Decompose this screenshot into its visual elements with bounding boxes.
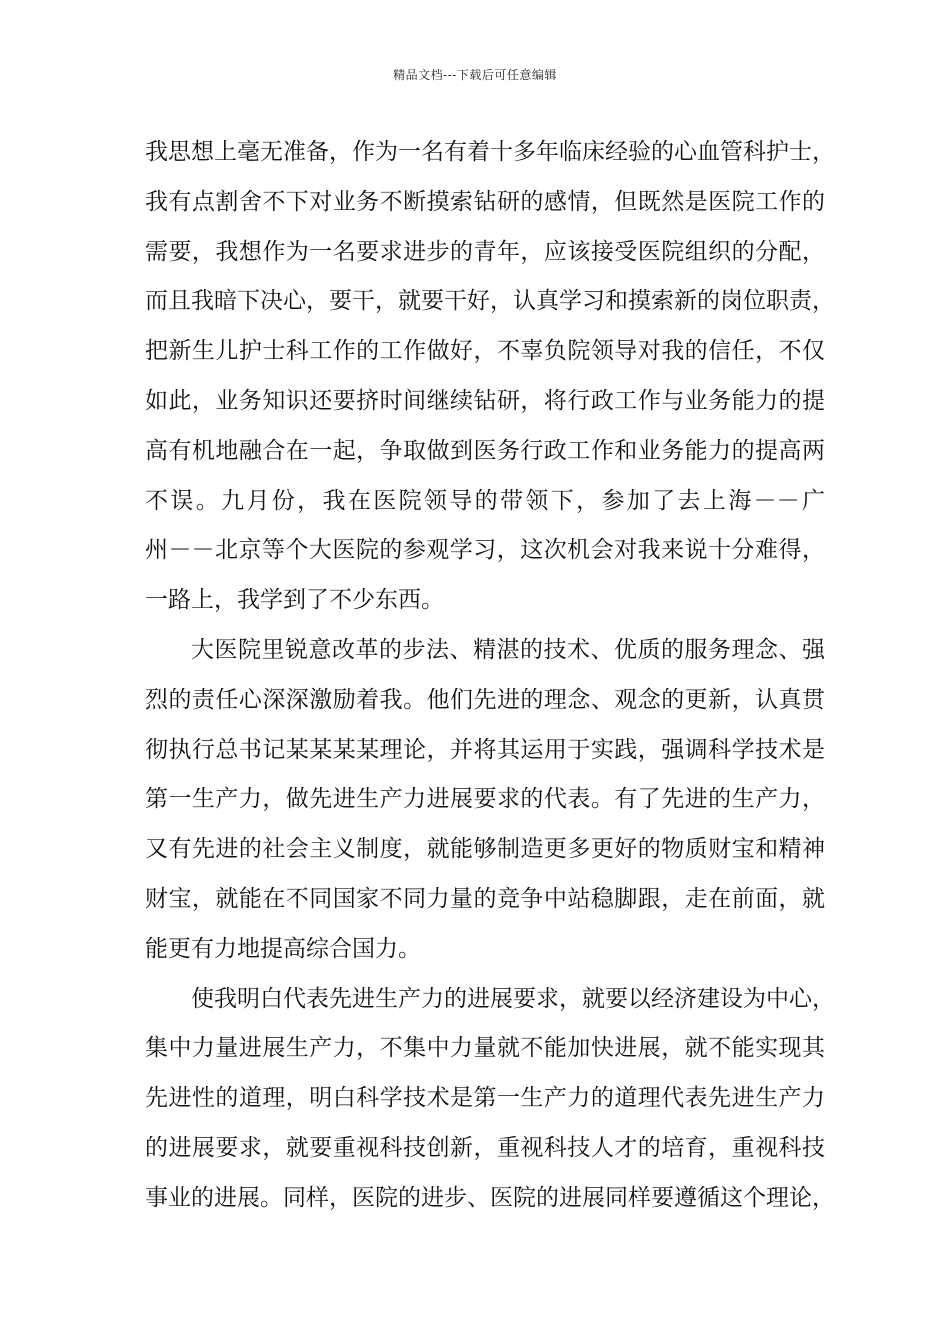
text-line: 彻执行总书记某某某某理论，并将其运用于实践，强调科学技术是	[145, 736, 825, 763]
text-line: 不误。九月份，我在医院领导的带领下，参加了去上海－－广	[145, 487, 825, 514]
text-line: 的进展要求，就要重视科技创新，重视科技人才的培育，重视科技	[145, 1134, 825, 1161]
text-line: 第一生产力，做先进生产力进展要求的代表。有了先进的生产力，	[145, 786, 825, 813]
text-line: 高有机地融合在一起，争取做到医务行政工作和业务能力的提高两	[145, 437, 825, 464]
text-line: 又有先进的社会主义制度，就能够制造更多更好的物质财宝和精神	[145, 836, 825, 863]
page-header: 精品文档---下载后可任意编辑	[393, 68, 557, 82]
text-line: 能更有力地提高综合国力。	[145, 935, 421, 962]
text-line: 大医院里锐意改革的步法、精湛的技术、优质的服务理念、强	[191, 636, 825, 663]
text-line: 我思想上毫无准备，作为一名有着十多年临床经验的心血管科护士，	[145, 139, 835, 165]
text-line: 烈的责任心深深激励着我。他们先进的理念、观念的更新，认真贯	[145, 686, 825, 713]
document-body	[145, 128, 835, 1224]
text-line: 集中力量进展生产力，不集中力量就不能加快进展，就不能实现其	[145, 1035, 825, 1062]
text-line: 使我明白代表先进生产力的进展要求，就要以经济建设为中心，	[191, 985, 835, 1012]
text-line: 州－－北京等个大医院的参观学习，这次机会对我来说十分难得，	[145, 537, 825, 564]
text-line: 需要，我想作为一名要求进步的青年，应该接受医院组织的分配，	[145, 238, 825, 265]
text-line: 把新生儿护士科工作的工作做好，不辜负院领导对我的信任，不仅	[145, 338, 825, 365]
text-line: 而且我暗下决心，要干，就要干好，认真学习和摸索新的岗位职责，	[145, 288, 835, 315]
text-line: 如此，业务知识还要挤时间继续钻研，将行政工作与业务能力的提	[145, 387, 825, 414]
text-line: 先进性的道理，明白科学技术是第一生产力的道理代表先进生产力	[145, 1085, 825, 1112]
text-line: 一路上，我学到了不少东西。	[145, 587, 444, 614]
text-line: 事业的进展。同样，医院的进步、医院的进展同样要遵循这个理论，	[145, 1184, 835, 1211]
text-line: 我有点割舍不下对业务不断摸索钻研的感情，但既然是医院工作的	[145, 188, 825, 215]
text-line: 财宝，就能在不同国家不同力量的竞争中站稳脚跟，走在前面，就	[145, 885, 825, 912]
